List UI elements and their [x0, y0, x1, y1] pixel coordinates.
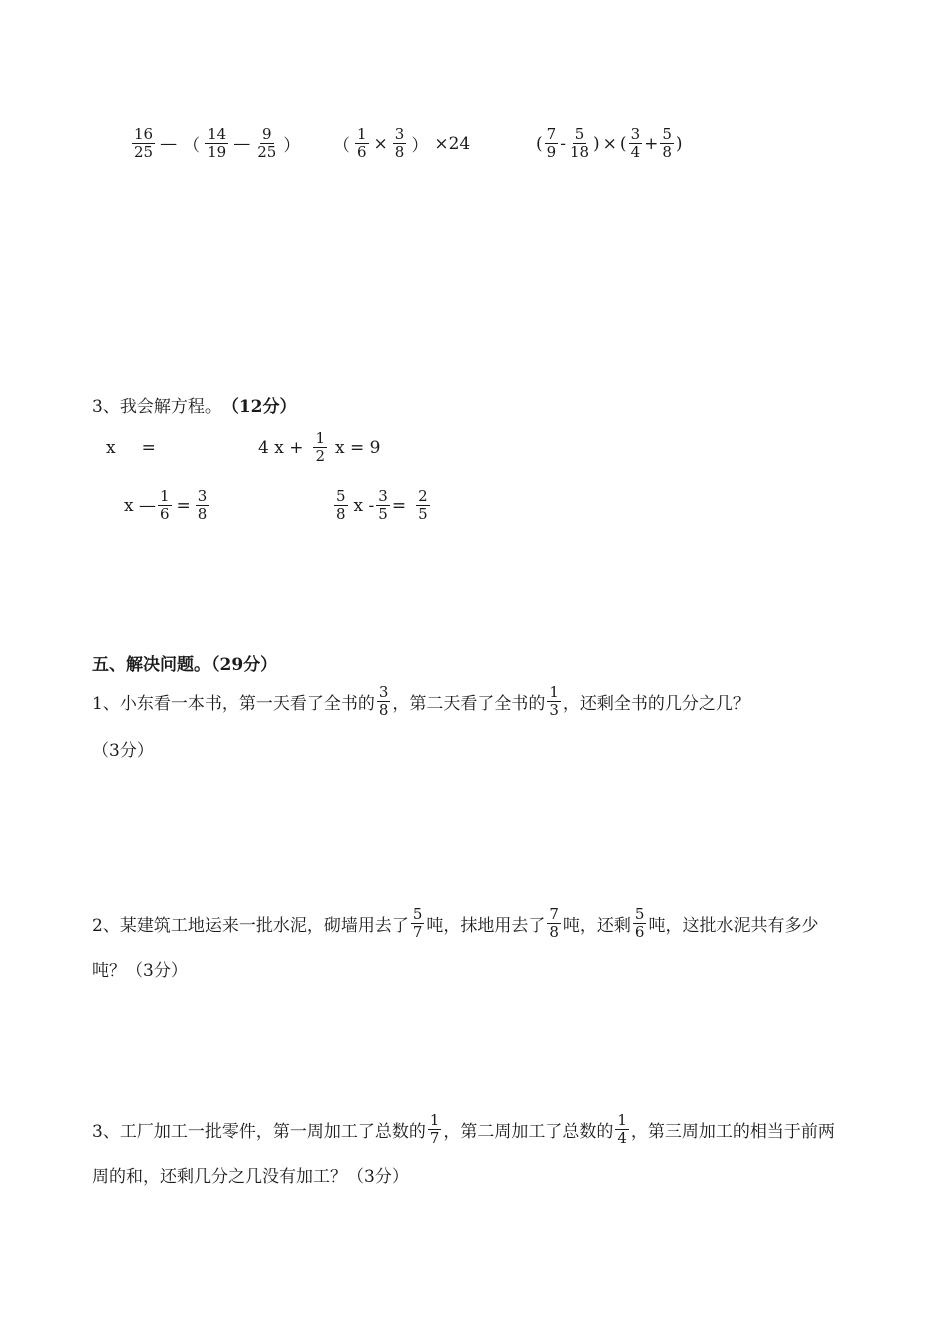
equals-sign: =	[391, 495, 407, 516]
equation-3	[124, 488, 211, 523]
fraction	[547, 684, 561, 719]
numerator: 3	[378, 487, 388, 505]
question-2-line-2	[92, 956, 188, 981]
numerator: 3	[394, 125, 405, 143]
fraction	[355, 126, 369, 161]
question-1-points	[92, 736, 154, 761]
numerator: 2	[418, 487, 428, 505]
paren: ）	[411, 136, 429, 156]
denominator: 8	[378, 701, 389, 719]
fraction	[416, 488, 430, 523]
fraction	[376, 488, 390, 523]
numerator: 1	[617, 1111, 627, 1129]
question-text: ，第二周加工了总数的	[443, 1122, 614, 1142]
question-text: 吨？（3分）	[92, 961, 188, 981]
numerator: 3	[197, 487, 208, 505]
denominator: 8	[197, 505, 208, 523]
operator: -	[560, 133, 566, 154]
fraction	[547, 906, 561, 941]
paren: (	[536, 133, 543, 154]
denominator: 7	[412, 923, 423, 941]
numerator: 14	[207, 125, 227, 143]
question-1	[92, 684, 750, 719]
fraction	[428, 1112, 442, 1147]
operator: ×24	[434, 133, 471, 154]
question-text: 吨，这批水泥共有多少	[648, 916, 819, 936]
denominator: 18	[569, 143, 590, 161]
numerator: 5	[336, 487, 346, 505]
numerator: 5	[574, 125, 585, 143]
equation-lhs: x —	[124, 495, 156, 516]
paren: (	[619, 133, 627, 154]
denominator: 25	[134, 143, 154, 161]
operator: —	[233, 133, 251, 154]
fraction	[196, 488, 210, 523]
numerator: 7	[549, 905, 559, 923]
fraction	[132, 126, 155, 161]
fraction	[334, 488, 348, 523]
points-text: （3分）	[92, 741, 154, 761]
question-text: 2、某建筑工地运来一批水泥，砌墙用去了	[92, 916, 409, 936]
denominator: 6	[160, 505, 170, 523]
question-3-line-2	[92, 1162, 409, 1187]
numerator: 5	[412, 905, 423, 923]
fraction	[377, 684, 391, 719]
denominator: 19	[207, 143, 227, 161]
numerator: 3	[630, 125, 641, 143]
question-text: ，第三周加工的相当于前两	[630, 1122, 835, 1142]
denominator: 5	[378, 505, 388, 523]
denominator: 2	[315, 447, 326, 465]
numerator: 1	[429, 1111, 440, 1129]
question-3	[92, 1112, 835, 1147]
numerator: 5	[634, 905, 645, 923]
section-heading	[92, 650, 277, 675]
numerator: 9	[261, 125, 272, 143]
numerator: 1	[357, 125, 367, 143]
question-text: ，还剩全书的几分之几？	[562, 694, 750, 714]
question-text: 3、工厂加工一批零件，第一周加工了总数的	[92, 1122, 426, 1142]
denominator: 8	[662, 143, 672, 161]
paren: )	[593, 133, 600, 154]
denominator: 3	[549, 701, 559, 719]
variable: x	[106, 438, 116, 458]
numerator: 1	[549, 683, 559, 701]
denominator: 5	[418, 505, 428, 523]
question-text: 周的和，还剩几分之几没有加工？（3分）	[92, 1167, 409, 1187]
fraction	[411, 906, 425, 941]
paren: )	[675, 133, 683, 154]
section-heading-text: 五、解决问题。（29分）	[92, 655, 278, 675]
calc-expression-1	[130, 126, 303, 161]
operator: ×	[602, 133, 617, 154]
equation-2	[258, 430, 380, 465]
numerator: 16	[134, 125, 154, 143]
question-text: 1、小东看一本书，第一天看了全书的	[92, 694, 375, 714]
equations-heading-points: （12分）	[221, 397, 297, 417]
denominator: 6	[357, 143, 367, 161]
paren: （	[333, 136, 350, 156]
calc-expression-3	[536, 126, 683, 161]
denominator: 4	[617, 1129, 627, 1147]
denominator: 8	[549, 923, 559, 941]
question-text: 吨，抹地用去了	[426, 916, 546, 936]
operator: +	[644, 133, 659, 154]
fraction	[660, 126, 674, 161]
denominator: 7	[429, 1129, 440, 1147]
denominator: 8	[394, 143, 405, 161]
fraction	[158, 488, 172, 523]
equation-4	[332, 488, 432, 523]
calc-expression-2	[330, 126, 473, 161]
operator: ×	[373, 133, 388, 154]
fraction	[568, 126, 591, 161]
fraction	[205, 126, 228, 161]
fraction	[629, 126, 643, 161]
variable: x -	[353, 495, 375, 516]
question-2	[92, 906, 818, 941]
equation-lhs: 4 x +	[258, 437, 304, 458]
equation-rhs: x = 9	[335, 437, 381, 458]
paren: （	[183, 136, 201, 156]
numerator: 1	[315, 429, 326, 447]
denominator: 8	[336, 505, 346, 523]
question-text: 吨，还剩	[562, 916, 631, 936]
fraction	[313, 430, 327, 465]
denominator: 9	[546, 143, 557, 161]
equation-1	[106, 438, 156, 458]
question-text: ，第二天看了全书的	[392, 694, 546, 714]
fraction	[633, 906, 647, 941]
numerator: 5	[662, 125, 672, 143]
fraction	[393, 126, 407, 161]
equations-heading-text: 3、我会解方程。	[92, 397, 222, 417]
equations-heading	[92, 392, 297, 417]
equals-sign: =	[141, 438, 156, 458]
numerator: 3	[378, 683, 389, 701]
denominator: 25	[257, 143, 277, 161]
operator: —	[160, 133, 178, 154]
fraction	[545, 126, 559, 161]
numerator: 7	[546, 125, 557, 143]
equals-sign: =	[176, 495, 191, 516]
denominator: 6	[634, 923, 645, 941]
numerator: 1	[160, 487, 170, 505]
fraction	[615, 1112, 629, 1147]
fraction	[255, 126, 278, 161]
denominator: 4	[630, 143, 641, 161]
paren: ）	[283, 136, 301, 156]
